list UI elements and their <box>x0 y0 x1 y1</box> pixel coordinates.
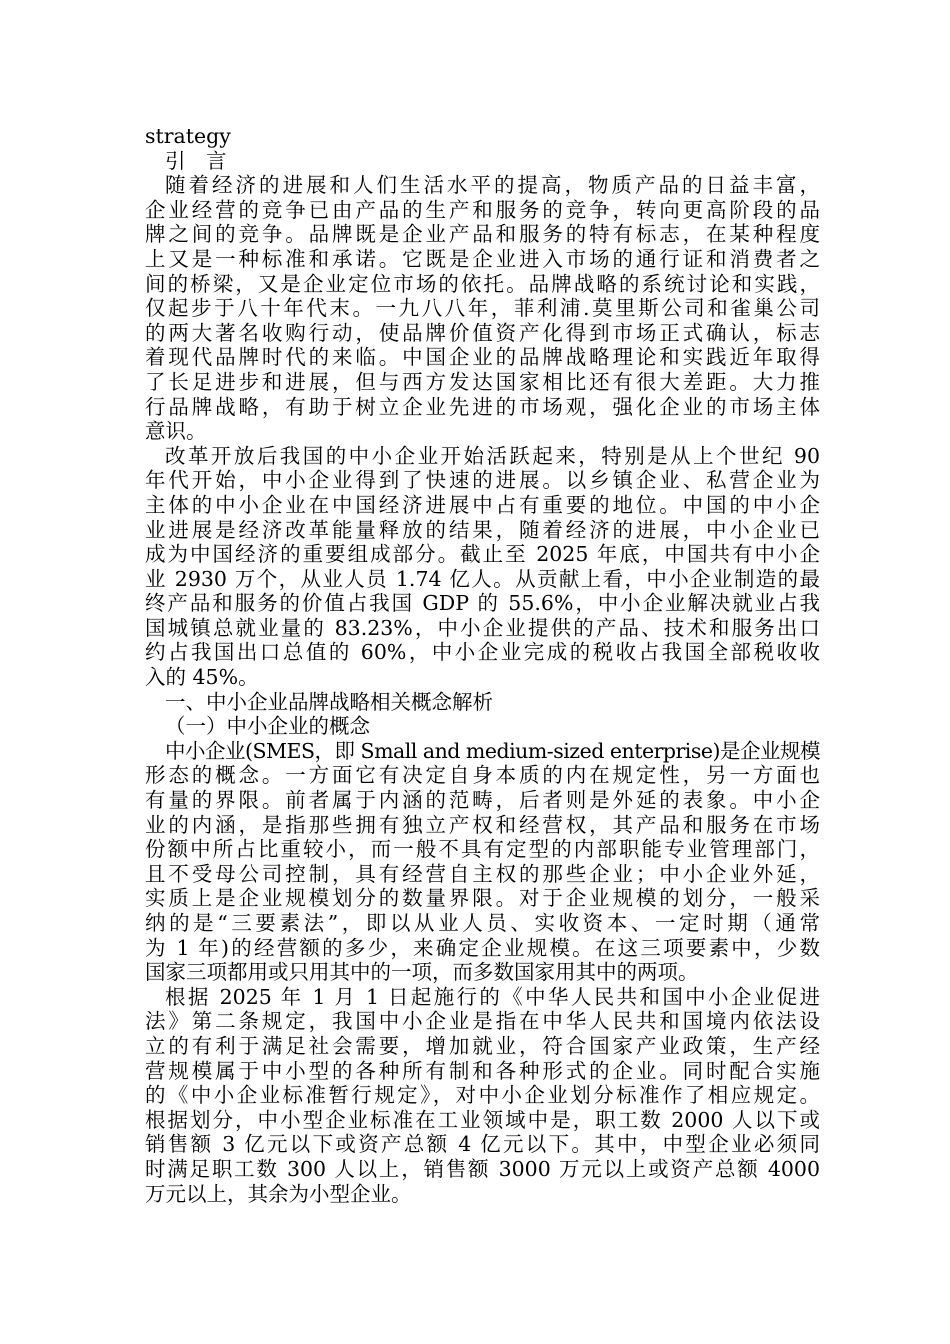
text-line: 入的 45%。 <box>145 665 259 690</box>
text-line: 约占我国出口总值的 60%，中小企业完成的税收占我国全部税收收 <box>145 640 820 665</box>
text-line: 国城镇总就业量的 83.23%，中小企业提供的产品、技术和服务出口 <box>145 615 820 640</box>
text-line: 形态的概念。一方面它有决定自身本质的内在规定性，另一方面也 <box>145 763 820 788</box>
paragraph-sme-concept <box>145 739 820 985</box>
text-line: 了长足进步和进展，但与西方发达国家相比还有很大差距。大力推 <box>145 369 820 394</box>
paragraph-sme-development <box>145 444 820 690</box>
text-line: 企业经营的竞争已由产品的生产和服务的竞争，转向更高阶段的品 <box>145 197 820 222</box>
top-word: strategy <box>145 124 231 148</box>
text-line: 有量的界限。前者属于内涵的范畴，后者则是外延的表象。中小企 <box>145 788 820 813</box>
text-line: 根据划分，中小型企业标准在工业领域中是，职工数 2000 人以下或 <box>145 1107 820 1132</box>
text-line: 行品牌战略，有助于树立企业先进的市场观，强化企业的市场主体 <box>145 394 820 419</box>
text-line: 销售额 3 亿元以下或资产总额 4 亿元以下。其中，中型企业必须同 <box>145 1132 820 1157</box>
text-line: 立的有利于满足社会需要，增加就业，符合国家产业政策，生产经 <box>145 1033 820 1058</box>
text-line: 份额中所占比重较小，而一般不具有定型的内部职能专业管理部门， <box>145 837 820 862</box>
subsection-heading: （一）中小企业的概念 <box>165 714 370 739</box>
text-line: 着现代品牌时代的来临。中国企业的品牌战略理论和实践近年取得 <box>145 345 820 370</box>
text-line: 根据 2025 年 1 月 1 日起施行的《中华人民共和国中小企业促进 <box>165 984 820 1009</box>
text-line: 年代开始，中小企业得到了快速的进展。以乡镇企业、私营企业为 <box>145 468 820 493</box>
text-line: 业的内涵，是指那些拥有独立产权和经营权，其产品和服务在市场 <box>145 812 820 837</box>
text-line: 为 1 年)的经营额的多少，来确定企业规模。在这三项要素中，少数 <box>145 935 820 960</box>
text-line: 万元以上，其余为小型企业。 <box>145 1181 412 1206</box>
text-line: 国家三项都用或只用其中的一项，而多数国家用其中的两项。 <box>145 960 699 985</box>
text-line: 主体的中小企业在中国经济进展中占有重要的地位。中国的中小企 <box>145 492 820 517</box>
text-line: 法》第二条规定，我国中小企业是指在中华人民共和国境内依法设 <box>145 1009 820 1034</box>
text-line: 终产品和服务的价值占我国 GDP 的 55.6%，中小企业解决就业占我 <box>145 591 820 616</box>
text-line: 时满足职工数 300 人以上，销售额 3000 万元以上或资产总额 4000 <box>145 1156 820 1181</box>
text-line: 营规模属于中小型的各种所有制和各种形式的企业。同时配合实施 <box>145 1058 820 1083</box>
text-line: 纳的是“三要素法”，即以从业人员、实收资本、一定时期（通常 <box>145 911 820 935</box>
text-line: 改革开放后我国的中小企业开始活跃起来，特别是从上个世纪 90 <box>165 443 820 468</box>
text-line: 的《中小企业标准暂行规定》，对中小企业划分标准作了相应规定。 <box>145 1083 820 1108</box>
text-line: 仅起步于八十年代末。一九八八年，菲利浦.莫里斯公司和雀巢公司 <box>145 296 820 321</box>
text-line: 随着经济的进展和人们生活水平的提高，物质产品的日益丰富， <box>165 173 820 198</box>
text-line: 牌之间的竞争。品牌既是企业产品和服务的特有标志，在某种程度 <box>145 222 820 247</box>
text-line: 上又是一种标准和承诺。它既是企业进入市场的通行证和消费者之 <box>145 246 820 271</box>
text-line: 意识。 <box>145 419 207 444</box>
text-line: 的两大著名收购行动，使品牌价值资产化得到市场正式确认，标志 <box>145 320 820 345</box>
text-line: 中小企业(SMES，即 Small and medium-sized enterprise)是企业规模 <box>165 738 820 763</box>
paragraph-intro <box>145 173 820 444</box>
intro-heading: 引 言 <box>165 148 227 173</box>
document-page <box>145 124 820 1206</box>
section-heading: 一、中小企业品牌战略相关概念解析 <box>165 689 493 714</box>
text-line: 业进展是经济改革能量释放的结果，随着经济的进展，中小企业已 <box>145 517 820 542</box>
paragraph-sme-law <box>145 985 820 1206</box>
text-line: 实质上是企业规模划分的数量界限。对于企业规模的划分，一般采 <box>145 886 820 911</box>
text-line: 业 2930 万个，从业人员 1.74 亿人。从贡献上看，中小企业制造的最 <box>145 566 820 591</box>
text-line: 且不受母公司控制，具有经营自主权的那些企业；中小企业外延， <box>145 861 820 886</box>
text-line: 成为中国经济的重要组成部分。截止至 2025 年底，中国共有中小企 <box>145 542 820 567</box>
text-line: 间的桥梁，又是企业定位市场的依托。品牌战略的系统讨论和实践， <box>145 271 820 296</box>
